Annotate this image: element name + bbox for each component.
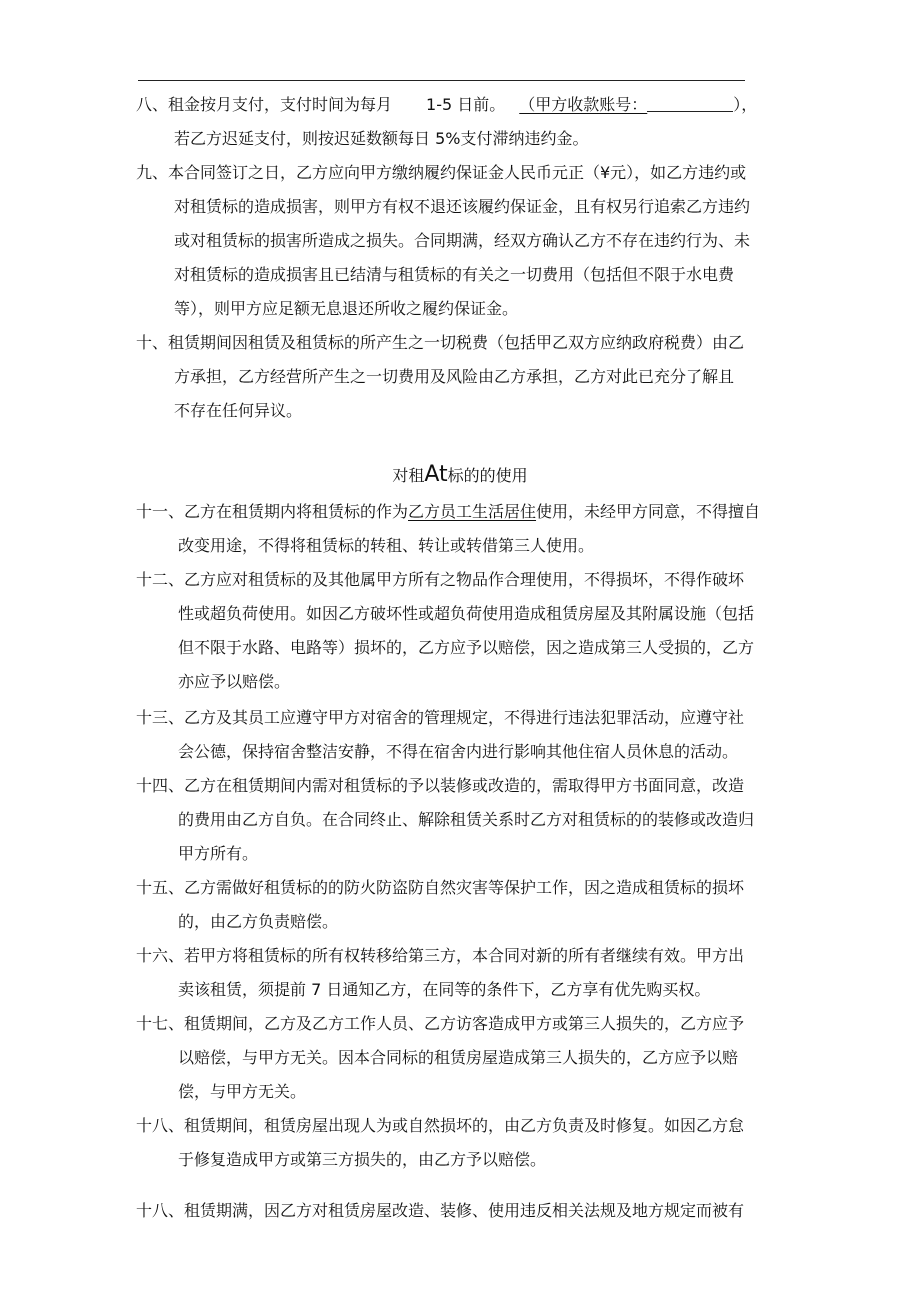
clause-18-repair-line-1: 十八、租赁期间，租赁房屋出现人为或自然损坏的，由乙方负责及时修复。如因乙方怠 [136,1116,745,1135]
clause-9-line-2: 对租赁标的造成损害，则甲方有权不退还该履约保证金，且有权另行追索乙方违约 [174,197,751,216]
clause-17-line-3: 偿，与甲方无关。 [178,1082,307,1101]
clause-16 [136,939,786,1007]
clause-11-purpose: 乙方员工生活居住 [408,502,537,521]
clause-15 [136,871,786,939]
clause-9 [136,156,786,326]
clause-9-line-1: 九、本合同签订之日，乙方应向甲方缴纳履约保证金人民币元正（¥元），如乙方违约或 [136,163,747,182]
clause-12-line-4: 亦应予以赔偿。 [178,672,291,691]
clause-18-repair [136,1109,786,1177]
clause-11-text-b: 使用，未经甲方同意，不得擅自 [536,502,761,521]
clause-12 [136,563,786,699]
clause-8-text-d: ）， [733,95,758,114]
section-heading-big: At [424,462,448,487]
clause-9-line-5: 等），则甲方应足额无息退还所收之履约保证金。 [174,299,519,318]
clause-12-line-3: 但不限于水路、电路等）损坏的，乙方应予以赔偿，因之造成第三人受损的，乙方 [178,638,755,657]
clause-11-line-2: 改变用途，不得将租赁标的转租、转让或转借第三人使用。 [178,536,595,555]
clause-8-text-b: 1-5 日前。 [426,95,506,114]
clause-12-line-2: 性或超负荷使用。如因乙方破坏性或超负荷使用造成租赁房屋及其附属设施（包括 [178,604,755,623]
clause-10 [136,326,786,428]
clause-13 [136,701,786,769]
clause-8-line-1 [136,88,786,122]
clause-17-line-2: 以赔偿，与甲方无关。因本合同标的租赁房屋造成第三人损失的，乙方应予以赔 [178,1048,739,1067]
section-heading-pre: 对租 [392,466,425,485]
clause-8-line-2: 若乙方迟延支付，则按迟延数额每日 5%支付滞纳违约金。 [174,129,589,148]
clause-10-line-3: 不存在任何异议。 [174,401,303,420]
clause-8-text-a: 八、租金按月支付，支付时间为每月 [136,95,393,114]
clause-14 [136,769,786,871]
section-heading-post: 标的的使用 [447,466,528,485]
clause-8-account-label: （甲方收款账号： [519,95,648,114]
clause-15-line-2: 的，由乙方负责赔偿。 [178,912,339,931]
section-heading [0,458,920,492]
clause-9-line-4: 对租赁标的造成损害且已结清与租赁标的有关之一切费用（包括但不限于水电费 [174,265,735,284]
clause-15-line-1: 十五、乙方需做好租赁标的的防火防盗防自然灾害等保护工作，因之造成租赁标的损坏 [136,878,745,897]
clause-14-line-1: 十四、乙方在租赁期间内需对租赁标的予以装修或改造的，需取得甲方书面同意，改造 [136,776,745,795]
clause-10-line-1: 十、租赁期间因租赁及租赁标的所产生之一切税费（包括甲乙双方应纳政府税费）由乙 [136,333,745,352]
clause-17-line-1: 十七、租赁期间，乙方及乙方工作人员、乙方访客造成甲方或第三人损失的，乙方应予 [136,1014,745,1033]
clause-16-line-2: 卖该租赁，须提前 7 日通知乙方，在同等的条件下，乙方享有优先购买权。 [178,980,711,999]
clause-13-line-2: 会公德，保持宿舍整洁安静，不得在宿舍内进行影响其他住宿人员休息的活动。 [178,742,739,761]
clause-11 [136,495,786,563]
clause-18-expiry-line-1: 十八、租赁期满，因乙方对租赁房屋改造、装修、使用违反相关法规及地方规定而被有 [136,1201,745,1220]
clause-18-expiry [136,1194,786,1228]
account-number-blank [647,97,733,112]
clause-13-line-1: 十三、乙方及其员工应遵守甲方对宿舍的管理规定，不得进行违法犯罪活动，应遵守社 [136,708,745,727]
clause-14-line-3: 甲方所有。 [178,844,259,863]
clause-16-line-1: 十六、若甲方将租赁标的所有权转移给第三方，本合同对新的所有者继续有效。甲方出 [136,946,745,965]
clause-12-line-1: 十二、乙方应对租赁标的及其他属甲方所有之物品作合理使用，不得损坏，不得作破坏 [136,570,745,589]
top-rule [138,80,745,81]
clause-14-line-2: 的费用由乙方自负。在合同终止、解除租赁关系时乙方对租赁标的的装修或改造归 [178,810,755,829]
clause-11-text-a: 十一、乙方在租赁期内将租赁标的作为 [136,502,409,521]
clause-10-line-2: 方承担，乙方经营所产生之一切费用及风险由乙方承担，乙方对此已充分了解且 [174,367,735,386]
clause-9-line-3: 或对租赁标的损害所造成之损失。合同期满，经双方确认乙方不存在违约行为、未 [174,231,751,250]
clause-17 [136,1007,786,1109]
clause-18-repair-line-2: 于修复造成甲方或第三方损失的，由乙方予以赔偿。 [178,1150,547,1169]
clause-8 [136,88,786,156]
clause-11-line-1 [136,495,786,529]
